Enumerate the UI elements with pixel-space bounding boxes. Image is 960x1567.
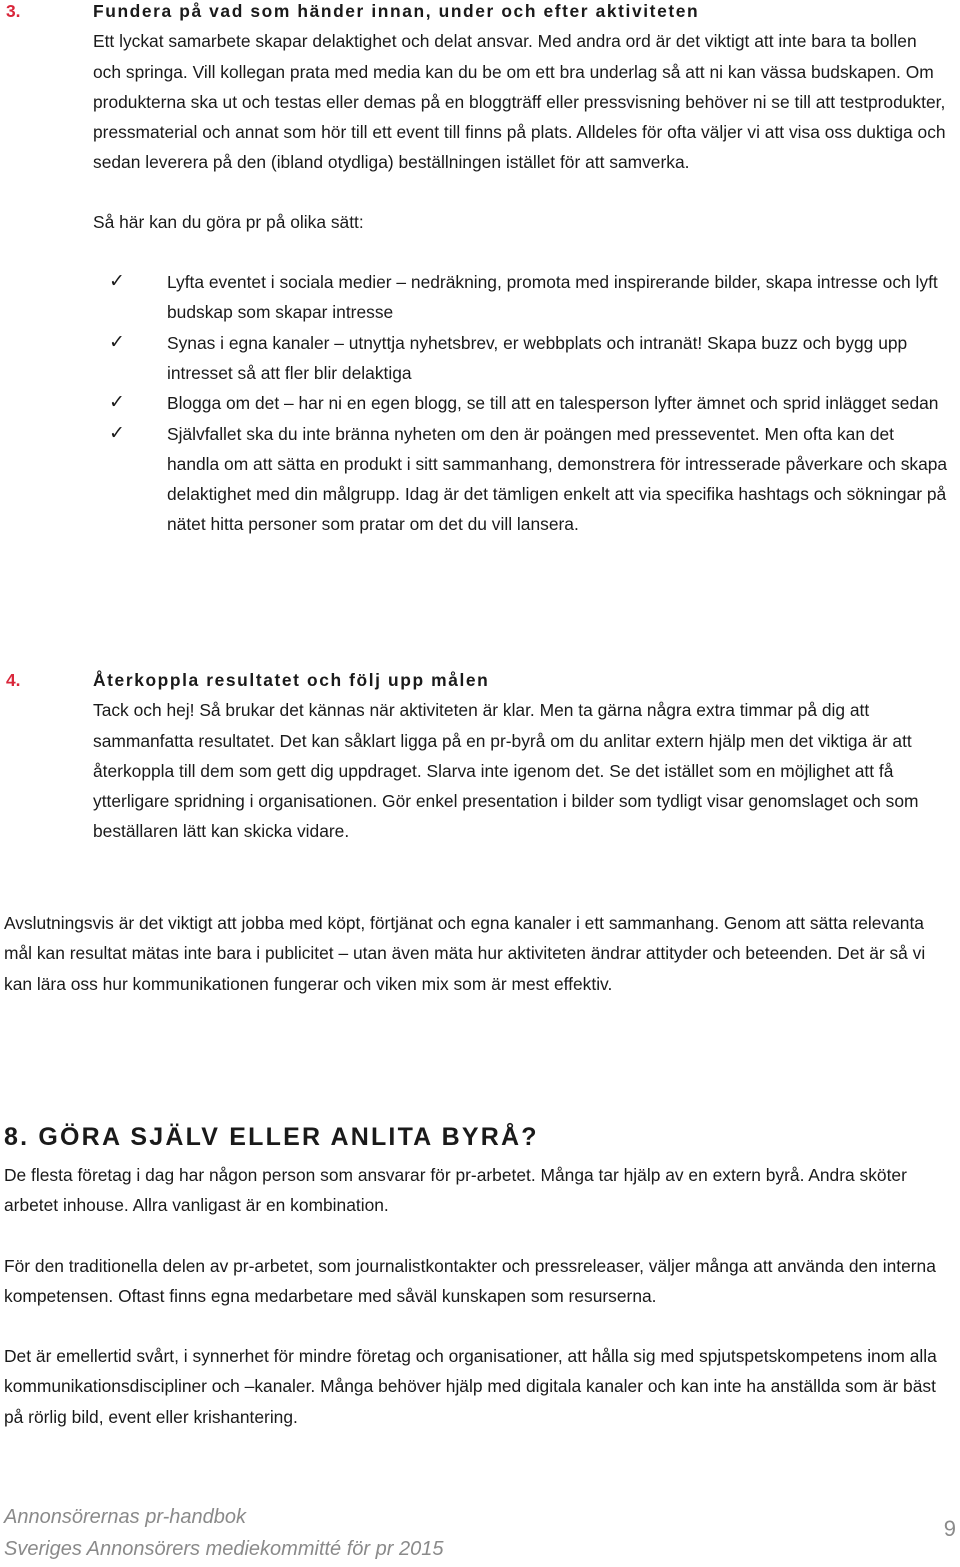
list-item — [93, 267, 948, 328]
section-3-body: Ett lyckat samarbete skapar delaktighet och delat ansvar. Med andra ord är det viktigt att inte bara ta bollen och springa. Vill kollegan prata med media kan du be om ett bra underlag så att ni kan vässa budskapen. Om produkterna ska ut och testas eller demas på en bloggträff eller pressvisning behöver ni se till att testprodukter, pressmaterial och annat som hör till ett event till finns på plats. Alldeles för ofta väljer vi att visa oss duktiga och sedan leverera på den (ibland otydliga) beställningen istället för att samverka. — [93, 31, 946, 173]
section-3 — [0, 0, 948, 540]
footer-book-title: Annonsörernas pr-handbok — [4, 1506, 247, 1528]
section-3-title: Fundera på vad som händer innan, under och efter aktiviteten — [93, 1, 700, 21]
checklist — [0, 267, 948, 540]
list-item — [93, 388, 948, 418]
chapter-8-paragraph: Det är emellertid svårt, i synnerhet för mindre företag och organisationer, att hålla sig med spjutspetskompetens inom alla kommunikationsdiscipliner och –kanaler. Många behöver hjälp med digitala kanaler och kan inte ha anställda som är bäst på rörlig bild, event eller krishantering. — [4, 1346, 937, 1427]
section-4 — [0, 665, 948, 847]
chapter-8-title: 8. GÖRA SJÄLV ELLER ANLITA BYRÅ? — [4, 1122, 539, 1151]
section-4-heading — [0, 665, 948, 695]
conclusion-paragraph: Avslutningsvis är det viktigt att jobba med köpt, förtjänat och egna kanaler i ett sammanhang. Genom att sätta relevanta mål kan resultat mätas inte bara i publicitet – utan även mäta hur aktiviteten ändrar attityder och beteenden. Det är så vi kan lära oss hur kommunikationen fungerar och viken mix som är mest effektiv. — [4, 913, 926, 994]
footer-publisher: Sveriges Annonsörers mediekommitté för pr 2015 — [4, 1538, 444, 1560]
section-3-intro: Så här kan du göra pr på olika sätt: — [93, 211, 364, 232]
list-item-text: Självfallet ska du inte bränna nyheten om den är poängen med presseventet. Men ofta kan det handla om att sätta en produkt i sitt sammanhang, demonstrera för intresserade påverkare och skapa delaktighet med din målgrupp. Idag är det tämligen enkelt att via specifika hashtags och sökningar på nätet hitta personer som pratar om det du vill lansera. — [167, 423, 948, 535]
section-3-number: 3. — [6, 1, 21, 21]
checkmark-icon: ✓ — [109, 392, 125, 414]
section-3-heading — [0, 0, 948, 26]
chapter-8-body — [0, 1160, 948, 1432]
checkmark-icon: ✓ — [109, 271, 125, 293]
list-item-text: Lyfta eventet i sociala medier – nedräkning, promota med inspirerande bilder, skapa intresse och lyft budskap som skapar intresse — [167, 272, 938, 323]
list-item-text: Synas i egna kanaler – utnyttja nyhetsbrev, er webbplats och intranät! Skapa buzz och bygg upp intresset så att fler blir delaktiga — [167, 332, 908, 383]
list-item — [93, 328, 948, 389]
section-4-number: 4. — [6, 670, 21, 690]
list-item-text: Blogga om det – har ni en egen blogg, se till att en talesperson lyfter ämnet och sprid inlägget sedan — [167, 393, 939, 414]
chapter-8-paragraph: För den traditionella delen av pr-arbetet, som journalistkontakter och pressreleaser, väljer många att använda den interna kompetensen. Oftast finns egna medarbetare med såväl kunskapen som resurserna. — [4, 1255, 936, 1306]
page-number: 9 — [943, 1516, 956, 1541]
section-4-title: Återkoppla resultatet och följ upp målen — [93, 670, 490, 690]
page-footer — [4, 1497, 956, 1567]
conclusion — [0, 908, 948, 999]
section-4-body: Tack och hej! Så brukar det kännas när aktiviteten är klar. Men ta gärna några extra timmar på dig att sammanfatta resultatet. Det kan såklart ligga på en pr-byrå om du anlitar extern hjälp men det viktiga är att återkoppla till dem som gett dig uppdraget. Slarva inte igenom det. Se det istället som en möjlighet att få ytterligare spridning i organisationen. Gör enkel presentation i bilder som tydligt visar genomslaget och som beställaren lätt kan skicka vidare. — [93, 700, 919, 842]
checkmark-icon: ✓ — [109, 331, 125, 353]
checkmark-icon: ✓ — [109, 422, 125, 444]
list-item — [93, 419, 948, 540]
chapter-8-paragraph: De flesta företag i dag har någon person som ansvarar för pr-arbetet. Många tar hjälp av en extern byrå. Andra sköter arbetet inhouse. Allra vanligast är en kombination. — [4, 1165, 907, 1216]
